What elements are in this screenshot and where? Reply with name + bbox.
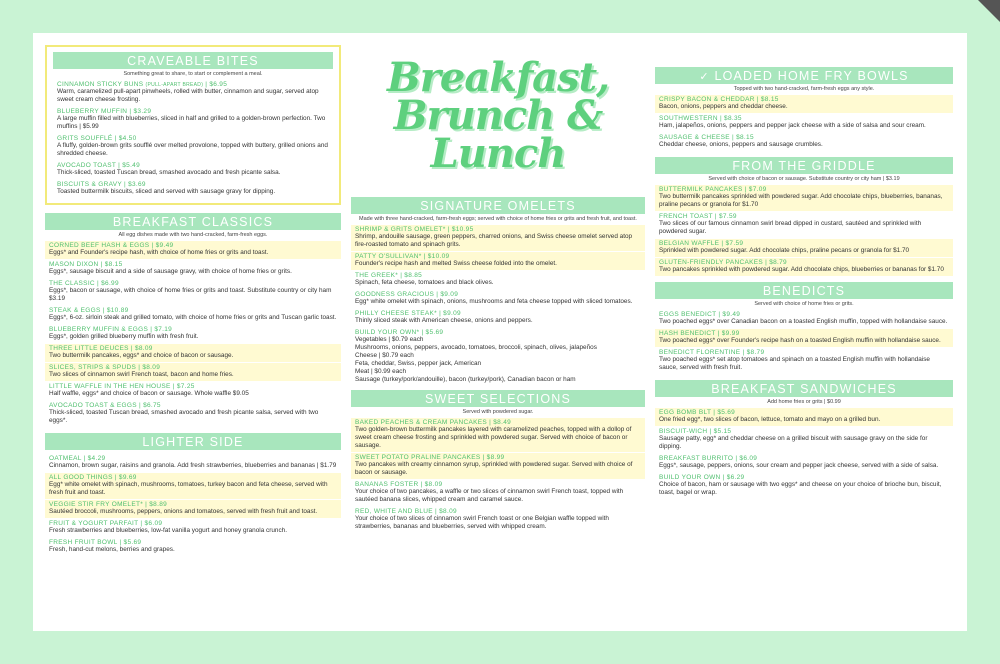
- item-title: BENEDICT FLORENTINE | $8.79: [659, 349, 765, 356]
- menu-item: [655, 239, 953, 257]
- section-subtitle: All egg dishes made with two hand-cracked, farm-fresh eggs.: [118, 232, 268, 238]
- menu-item-name: [355, 481, 641, 488]
- menu-item: [655, 310, 953, 328]
- breakfast-classics-items: [45, 241, 341, 427]
- menu-item-description: Warm, caramelized pull-apart pinwheels, rolled with butter, cinnamon and sugar, served atop sweet cream cheese frosting.: [57, 88, 319, 103]
- section-header-breakfast-sandwiches: BREAKFAST SANDWICHES: [655, 380, 953, 397]
- menu-item-name: [659, 409, 949, 416]
- section-subtitle: Served with powdered sugar.: [462, 409, 534, 415]
- item-title: SOUTHWESTERN | $8.35: [659, 115, 742, 122]
- menu-item-description: Two slices of our famous cinnamon swirl bread dipped in custard, sautéed and sprinkled with powdered sugar.: [659, 220, 922, 235]
- menu-item-description: Founder's recipe hash and melted Swiss cheese folded into the omelet.: [355, 260, 557, 267]
- menu-item-description: Fresh, hand-cut melons, berries and grapes.: [49, 546, 175, 553]
- item-title: BUILD YOUR OWN* | $5.69: [355, 329, 444, 336]
- menu-item: [351, 418, 645, 452]
- menu-item: [45, 500, 341, 518]
- menu-item-name: [659, 186, 949, 193]
- menu-item-description: Ham, jalapeños, onions, peppers and pepper jack cheese with a side of salsa and sour cream.: [659, 122, 926, 129]
- section-subtitle: Served with choice of home fries or grits.: [754, 301, 854, 307]
- menu-item-name: [659, 474, 949, 481]
- menu-item-description: A fluffy, golden-brown grits soufflé over melted provolone, topped with buttery, grilled onions and shredded cheese.: [57, 142, 328, 157]
- title-line-3: Lunch: [430, 130, 566, 177]
- item-title: BLUEBERRY MUFFIN & EGGS | $7.19: [49, 326, 173, 333]
- menu-item-name: [57, 108, 329, 115]
- menu-item: [45, 382, 341, 400]
- item-title: SAUSAGE & CHEESE | $8.15: [659, 134, 754, 141]
- menu-item-name: [49, 501, 337, 508]
- menu-item: [45, 454, 341, 472]
- menu-item: [53, 161, 333, 179]
- item-title: AVOCADO TOAST | $5.49: [57, 162, 141, 169]
- menu-item: [351, 480, 645, 506]
- menu-item-name: [49, 280, 337, 287]
- item-title: BREAKFAST BURRITO | $6.09: [659, 455, 758, 462]
- menu-item-description: Two poached eggs* over Founder's recipe hash on a toasted English muffin with hollandaise sauce.: [659, 337, 941, 344]
- page-corner-mark: [978, 0, 1000, 22]
- menu-item: [351, 507, 645, 533]
- menu-item-description: Two poached eggs* over Canadian bacon on a toasted English muffin, topped with hollandaise sauce.: [659, 318, 948, 325]
- menu-item-description: Eggs*, 6-oz. sirloin steak and grilled tomato, with choice of home fries or grits and Tuscan garlic toast.: [49, 314, 337, 321]
- menu-item: [45, 241, 341, 259]
- title-line-2: Brunch &: [393, 92, 603, 139]
- menu-item-name: [659, 213, 949, 220]
- menu-item-description: Toasted buttermilk biscuits, sliced and served with sausage gravy for dipping.: [57, 188, 276, 195]
- menu-item: [53, 180, 333, 198]
- menu-item-name: [49, 383, 337, 390]
- item-title: BANANAS FOSTER | $8.09: [355, 481, 443, 488]
- menu-item-description: Choice of bacon, ham or sausage with two eggs* and cheese on your choice of brioche bun, biscuit, toast, bagel or wrap.: [659, 481, 942, 496]
- menu-item: [45, 473, 341, 499]
- menu-item-name: [355, 226, 641, 233]
- item-title: THE GREEK* | $8.85: [355, 272, 423, 279]
- breakfast-sandwiches-items: [655, 408, 953, 499]
- menu-item-name: [49, 307, 337, 314]
- right-column: [655, 33, 953, 500]
- item-title: THE CLASSIC | $6.99: [49, 280, 119, 287]
- item-title: MASON DIXON | $8.15: [49, 261, 123, 268]
- menu-item-name: [355, 329, 641, 336]
- menu-item-name: [49, 402, 337, 409]
- menu-panel: [33, 33, 967, 631]
- benedicts-items: [655, 310, 953, 374]
- menu-item-name: [659, 428, 949, 435]
- menu-item-description: Thick-sliced, toasted Tuscan bread, smashed avocado and fresh picante salsa.: [57, 169, 281, 176]
- item-title: BLUEBERRY MUFFIN | $3.29: [57, 108, 152, 115]
- item-title: EGGS BENEDICT | $9.49: [659, 311, 741, 318]
- menu-item-description: Spinach, feta cheese, tomatoes and black olives.: [355, 279, 494, 286]
- menu-item: [53, 80, 333, 106]
- item-title: GOODNESS GRACIOUS | $9.09: [355, 291, 459, 298]
- section-subtitle: Something great to share, to start or complement a meal.: [123, 71, 263, 77]
- home-fry-items: [655, 95, 953, 151]
- menu-item-description: Thick-sliced, toasted Tuscan bread, smashed avocado and fresh picante salsa, served with two eggs*.: [49, 409, 319, 424]
- signature-omelets-items: [351, 225, 645, 386]
- menu-item-description: Fresh strawberries and blueberries, low-fat vanilla yogurt and honey granola crunch.: [49, 527, 287, 534]
- menu-item-name: [659, 115, 949, 122]
- menu-item-name: [57, 181, 329, 188]
- item-title: LITTLE WAFFLE IN THE HEN HOUSE | $7.25: [49, 383, 195, 390]
- section-header-sweet-selections: SWEET SELECTIONS: [351, 390, 645, 407]
- menu-item-description: Eggs*, golden grilled blueberry muffin with fresh fruit.: [49, 333, 199, 340]
- menu-item-description: Two poached eggs* set atop tomatoes and spinach on a toasted English muffin with hollandaise sauce, served with fresh fruit.: [659, 356, 930, 371]
- menu-item-name: [49, 474, 337, 481]
- item-title: PATTY O'SULLIVAN* | $10.09: [355, 253, 450, 260]
- menu-item-name: [659, 330, 949, 337]
- menu-item-description: Eggs* and Founder's recipe hash, with choice of home fries or grits and toast.: [49, 249, 269, 256]
- item-title: BAKED PEACHES & CREAM PANCAKES | $8.49: [355, 419, 512, 426]
- menu-item-name: [659, 259, 949, 266]
- menu-item-description: Bacon, onions, peppers and cheddar cheese.: [659, 103, 788, 110]
- menu-item: [655, 427, 953, 453]
- item-title: EGG BOMB BLT | $5.69: [659, 409, 736, 416]
- item-tag: (PULL-APART BREAD): [145, 82, 204, 88]
- item-title: RED, WHITE AND BLUE | $8.09: [355, 508, 457, 515]
- menu-item-description: Two pancakes sprinkled with powdered sugar. Add chocolate chips, blueberries or bananas for $1.70: [659, 266, 944, 273]
- menu-item-name: [49, 261, 337, 268]
- menu-item-description: Egg* white omelet with spinach, mushrooms, tomatoes, turkey bacon and feta cheese, served with fresh fruit and toast.: [49, 481, 328, 496]
- menu-item: [45, 363, 341, 381]
- menu-item-name: [355, 310, 641, 317]
- item-title: FRENCH TOAST | $7.59: [659, 213, 737, 220]
- menu-item-name: [49, 364, 337, 371]
- item-title: AVOCADO TOAST & EGGS | $6.75: [49, 402, 161, 409]
- item-title: FRESH FRUIT BOWL | $5.69: [49, 539, 142, 546]
- item-title: CINNAMON STICKY BUNS: [57, 81, 144, 88]
- section-header-from-the-griddle: FROM THE GRIDDLE: [655, 157, 953, 174]
- menu-item: [351, 328, 645, 386]
- middle-column: [351, 33, 645, 534]
- menu-item: [655, 454, 953, 472]
- menu-item-description: Two buttermilk pancakes, eggs* and choice of bacon or sausage.: [49, 352, 234, 359]
- menu-item: [655, 95, 953, 113]
- menu-item-name: [659, 349, 949, 356]
- menu-item-name: [49, 242, 337, 249]
- section-subtitle: Served with choice of bacon or sausage. Substitute country or city ham | $3.19: [708, 176, 900, 182]
- menu-item-name: [57, 135, 329, 142]
- menu-item-name: [355, 419, 641, 426]
- menu-item: [351, 290, 645, 308]
- menu-item: [655, 114, 953, 132]
- item-title: BUILD YOUR OWN | $6.29: [659, 474, 745, 481]
- griddle-items: [655, 185, 953, 276]
- menu-item-description: Vegetables | $0.79 each Mushrooms, onions, peppers, avocado, tomatoes, broccoli, spinach, olives, jalapeños Cheese | $0.79 each Feta, cheddar, Swiss, pepper jack, American Meat | $0.99 each Sausage (turkey/pork/andouille), bacon (turkey/pork), Canadian bacon or ham: [355, 336, 597, 383]
- gluten-friendly-icon: ✓: [699, 71, 710, 83]
- menu-item-description: Thinly sliced steak with American cheese, onions and peppers.: [355, 317, 533, 324]
- section-header-lighter-side: LIGHTER SIDE: [45, 433, 341, 450]
- item-price: | $6.95: [203, 81, 228, 88]
- section-header-signature-omelets: SIGNATURE OMELETS: [351, 197, 645, 214]
- menu-item-description: Two buttermilk pancakes sprinkled with powdered sugar. Add chocolate chips, blueberries, bananas, praline pecans or granola for $1.70: [659, 193, 943, 208]
- item-title: VEGGIE STIR FRY OMELET* | $8.89: [49, 501, 168, 508]
- menu-item-name: [659, 96, 949, 103]
- menu-item-description: One fried egg*, two slices of bacon, lettuce, tomato and mayo on a grilled bun.: [659, 416, 881, 423]
- menu-item-name: [49, 345, 337, 352]
- menu-title: [351, 54, 645, 189]
- item-title: GRITS SOUFFLÉ | $4.50: [57, 135, 137, 142]
- menu-item: [45, 519, 341, 537]
- menu-item: [351, 225, 645, 251]
- menu-item: [45, 538, 341, 556]
- menu-item-description: Your choice of two pancakes, a waffle or two slices of cinnamon swirl French toast, topped with sautéed banana slices, whipped cream and caramel sauce.: [355, 488, 624, 503]
- menu-item: [351, 271, 645, 289]
- item-title: BELGIAN WAFFLE | $7.59: [659, 240, 744, 247]
- sweet-selections-items: [351, 418, 645, 533]
- menu-item-description: Two golden-brown buttermilk pancakes layered with caramelized peaches, topped with a dollop of sweet cream cheese frosting and sprinkled with powdered sugar. Served with choice of bacon or sausage.: [355, 426, 632, 449]
- menu-item-description: A large muffin filled with blueberries, sliced in half and grilled to a golden-brown perfection. Two muffins | $5.99: [57, 115, 326, 130]
- menu-item-description: Two pancakes with creamy cinnamon syrup, sprinkled with powdered sugar. Served with choice of bacon or sausage.: [355, 461, 633, 476]
- item-title: PHILLY CHEESE STEAK* | $9.09: [355, 310, 461, 317]
- item-title: SWEET POTATO PRALINE PANCAKES | $8.99: [355, 454, 505, 461]
- item-title: BISCUITS & GRAVY | $3.69: [57, 181, 146, 188]
- menu-item-name: [659, 134, 949, 141]
- menu-item: [45, 325, 341, 343]
- menu-item-description: Egg* white omelet with spinach, onions, mushrooms and feta cheese topped with sliced tomatoes.: [355, 298, 633, 305]
- menu-item: [655, 212, 953, 238]
- title-line-1: Breakfast,: [386, 54, 609, 101]
- menu-item-name: [659, 455, 949, 462]
- menu-item-description: Half waffle, eggs* and choice of bacon or sausage. Whole waffle $9.05: [49, 390, 249, 397]
- item-title: FRUIT & YOGURT PARFAIT | $6.09: [49, 520, 163, 527]
- menu-item: [351, 309, 645, 327]
- menu-item-description: Cheddar cheese, onions, peppers and sausage crumbles.: [659, 141, 823, 148]
- section-header-benedicts: BENEDICTS: [655, 282, 953, 299]
- menu-item-description: Sautéed broccoli, mushrooms, peppers, onions and tomatoes, served with fresh fruit and toast.: [49, 508, 318, 515]
- menu-item: [53, 134, 333, 160]
- item-title: GLUTEN-FRIENDLY PANCAKES | $8.79: [659, 259, 787, 266]
- menu-item-description: Cinnamon, brown sugar, raisins and granola. Add fresh strawberries, blueberries and bananas | $1.79: [49, 462, 337, 469]
- menu-item: [351, 252, 645, 270]
- menu-item-description: Your choice of two slices of cinnamon swirl French toast or one Belgian waffle topped with strawberries, bananas and blueberries, served with whipped cream.: [355, 515, 609, 530]
- item-title: SHRIMP & GRITS OMELET* | $10.95: [355, 226, 474, 233]
- menu-item-name: [355, 272, 641, 279]
- menu-item-description: Eggs*, sausage, peppers, onions, sour cream and pepper jack cheese, served with a side of salsa.: [659, 462, 939, 469]
- item-title: STEAK & EGGS | $10.89: [49, 307, 129, 314]
- craveable-bites-box: [45, 45, 341, 205]
- section-subtitle: Made with three hand-cracked, farm-fresh eggs; served with choice of home fries or grits and fresh fruit, and toast.: [359, 216, 637, 222]
- menu-item-description: Sprinkled with powdered sugar. Add chocolate chips, praline pecans or granola for $1.70: [659, 247, 910, 254]
- item-title: CRISPY BACON & CHEDDAR | $8.15: [659, 96, 779, 103]
- menu-item-name: [355, 508, 641, 515]
- craveable-items: [53, 80, 333, 198]
- menu-item: [655, 133, 953, 151]
- item-title: CORNED BEEF HASH & EGGS | $9.49: [49, 242, 174, 249]
- menu-item: [45, 401, 341, 427]
- menu-item-name: [57, 162, 329, 169]
- section-subtitle: Topped with two hand-cracked, farm-fresh eggs any style.: [733, 86, 875, 92]
- menu-item: [655, 348, 953, 374]
- menu-item: [45, 344, 341, 362]
- item-title: OATMEAL | $4.29: [49, 455, 106, 462]
- item-title: THREE LITTLE DEUCES | $8.09: [49, 345, 153, 352]
- item-title: BISCUIT-WICH | $5.15: [659, 428, 732, 435]
- menu-item-name: [659, 311, 949, 318]
- section-header-breakfast-classics: BREAKFAST CLASSICS: [45, 213, 341, 230]
- menu-item: [655, 258, 953, 276]
- menu-item-name: [49, 520, 337, 527]
- menu-item: [655, 329, 953, 347]
- section-header-loaded-home-fry-bowls: [655, 67, 953, 84]
- menu-item: [655, 185, 953, 211]
- menu-item: [45, 306, 341, 324]
- menu-item: [655, 408, 953, 426]
- item-title: ALL GOOD THINGS | $9.69: [49, 474, 137, 481]
- menu-item: [45, 260, 341, 278]
- menu-item-name: [49, 455, 337, 462]
- menu-item: [53, 107, 333, 133]
- menu-item-name: [355, 253, 641, 260]
- item-title: HASH BENEDICT | $9.99: [659, 330, 740, 337]
- menu-item-name: [57, 81, 329, 88]
- section-subtitle: Add home fries or grits | $0.99: [767, 399, 841, 405]
- lighter-side-items: [45, 454, 341, 556]
- left-column: [45, 33, 341, 557]
- menu-item-description: Two slices of cinnamon swirl French toast, bacon and home fries.: [49, 371, 234, 378]
- menu-item-name: [659, 240, 949, 247]
- menu-item: [351, 453, 645, 479]
- menu-item: [45, 279, 341, 305]
- menu-item: [655, 473, 953, 499]
- menu-item-description: Eggs*, bacon or sausage, with choice of home fries or grits and toast. Substitute country or city ham $3.19: [49, 287, 332, 302]
- menu-item-name: [355, 291, 641, 298]
- home-fry-header-label: LOADED HOME FRY BOWLS: [714, 69, 909, 83]
- section-header-craveable-bites: CRAVEABLE BITES: [53, 52, 333, 69]
- menu-item-name: [355, 454, 641, 461]
- item-title: SLICES, STRIPS & SPUDS | $8.09: [49, 364, 161, 371]
- menu-item-description: Shrimp, andouille sausage, green peppers, charred onions, and Swiss cheese omelet served atop fire-roasted tomato and spinach grits.: [355, 233, 633, 248]
- item-title: BUTTERMILK PANCAKES | $7.09: [659, 186, 767, 193]
- menu-item-description: Eggs*, sausage biscuit and a side of sausage gravy, with choice of home fries or grits.: [49, 268, 292, 275]
- menu-item-name: [49, 539, 337, 546]
- menu-item-name: [49, 326, 337, 333]
- menu-item-description: Sausage patty, egg* and cheddar cheese on a grilled biscuit with sausage gravy on the side for dipping.: [659, 435, 928, 450]
